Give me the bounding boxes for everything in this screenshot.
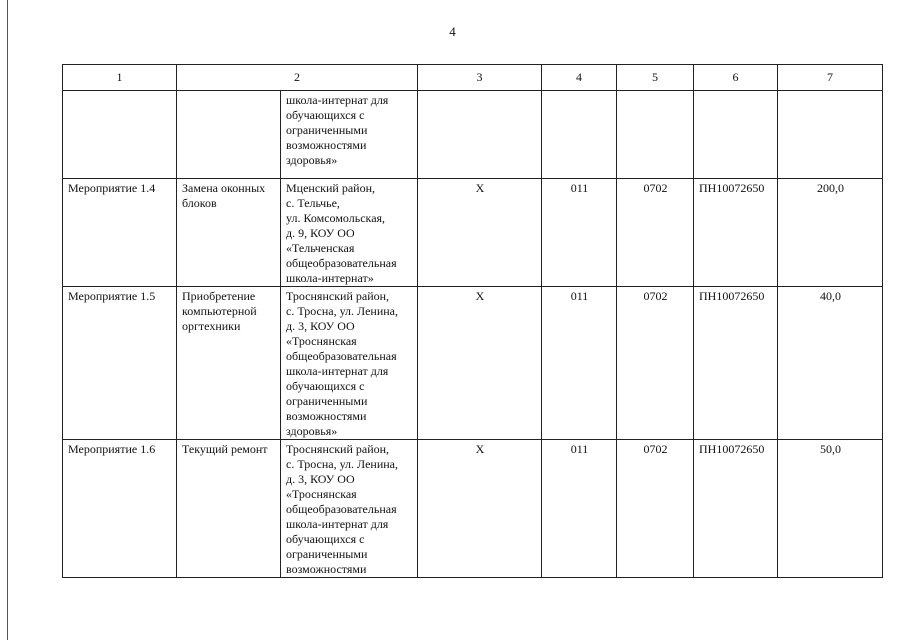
- table-row: [63, 440, 883, 578]
- header-col-5: 5: [617, 65, 694, 91]
- document-table: [62, 64, 883, 578]
- cell-col3: [418, 91, 542, 179]
- header-col-7: 7: [778, 65, 883, 91]
- cell-col7: 50,0: [778, 440, 883, 578]
- header-col-4: 4: [542, 65, 617, 91]
- cell-col3: Х: [418, 179, 542, 287]
- cell-col5: 0702: [617, 287, 694, 440]
- header-col-2: 2: [177, 65, 418, 91]
- header-col-6: 6: [694, 65, 778, 91]
- cell-action: Текущий ремонт: [177, 440, 281, 578]
- cell-col6: ПН10072650: [694, 287, 778, 440]
- cell-location: Троснянский район, с. Тросна, ул. Ленина, д. 3, КОУ ОО «Троснянская общеобразовательная школа-интернат для обучающихся с ограниченными возможностями здоровья»: [281, 287, 418, 440]
- cell-name: [63, 91, 177, 179]
- cell-col3: Х: [418, 287, 542, 440]
- cell-col4: 011: [542, 179, 617, 287]
- cell-name: Мероприятие 1.4: [63, 179, 177, 287]
- cell-name: Мероприятие 1.6: [63, 440, 177, 578]
- cell-col6: ПН10072650: [694, 440, 778, 578]
- scan-edge-line: [7, 0, 8, 640]
- cell-col5: 0702: [617, 179, 694, 287]
- cell-col3: Х: [418, 440, 542, 578]
- cell-col6: ПН10072650: [694, 179, 778, 287]
- cell-col7: [778, 91, 883, 179]
- cell-col5: 0702: [617, 440, 694, 578]
- cell-action: [177, 91, 281, 179]
- table-row: [63, 287, 883, 440]
- cell-col7: 200,0: [778, 179, 883, 287]
- cell-location: Троснянский район, с. Тросна, ул. Ленина, д. 3, КОУ ОО «Троснянская общеобразовательная школа-интернат для обучающихся с ограниченными возможностями: [281, 440, 418, 578]
- header-col-3: 3: [418, 65, 542, 91]
- table-row: [63, 179, 883, 287]
- table-row: [63, 91, 883, 179]
- cell-location: Мценский район, с. Тельчье, ул. Комсомольская, д. 9, КОУ ОО «Тельченская общеобразовательная школа-интернат»: [281, 179, 418, 287]
- cell-col6: [694, 91, 778, 179]
- table-header-row: [63, 65, 883, 91]
- cell-col4: [542, 91, 617, 179]
- header-col-1: 1: [63, 65, 177, 91]
- cell-col4: 011: [542, 440, 617, 578]
- cell-col5: [617, 91, 694, 179]
- page-number: 4: [449, 24, 456, 39]
- cell-location: школа-интернат для обучающихся с ограниченными возможностями здоровья»: [281, 91, 418, 179]
- cell-action: Приобретение компьютерной оргтехники: [177, 287, 281, 440]
- cell-name: Мероприятие 1.5: [63, 287, 177, 440]
- cell-col7: 40,0: [778, 287, 883, 440]
- cell-action: Замена оконных блоков: [177, 179, 281, 287]
- cell-col4: 011: [542, 287, 617, 440]
